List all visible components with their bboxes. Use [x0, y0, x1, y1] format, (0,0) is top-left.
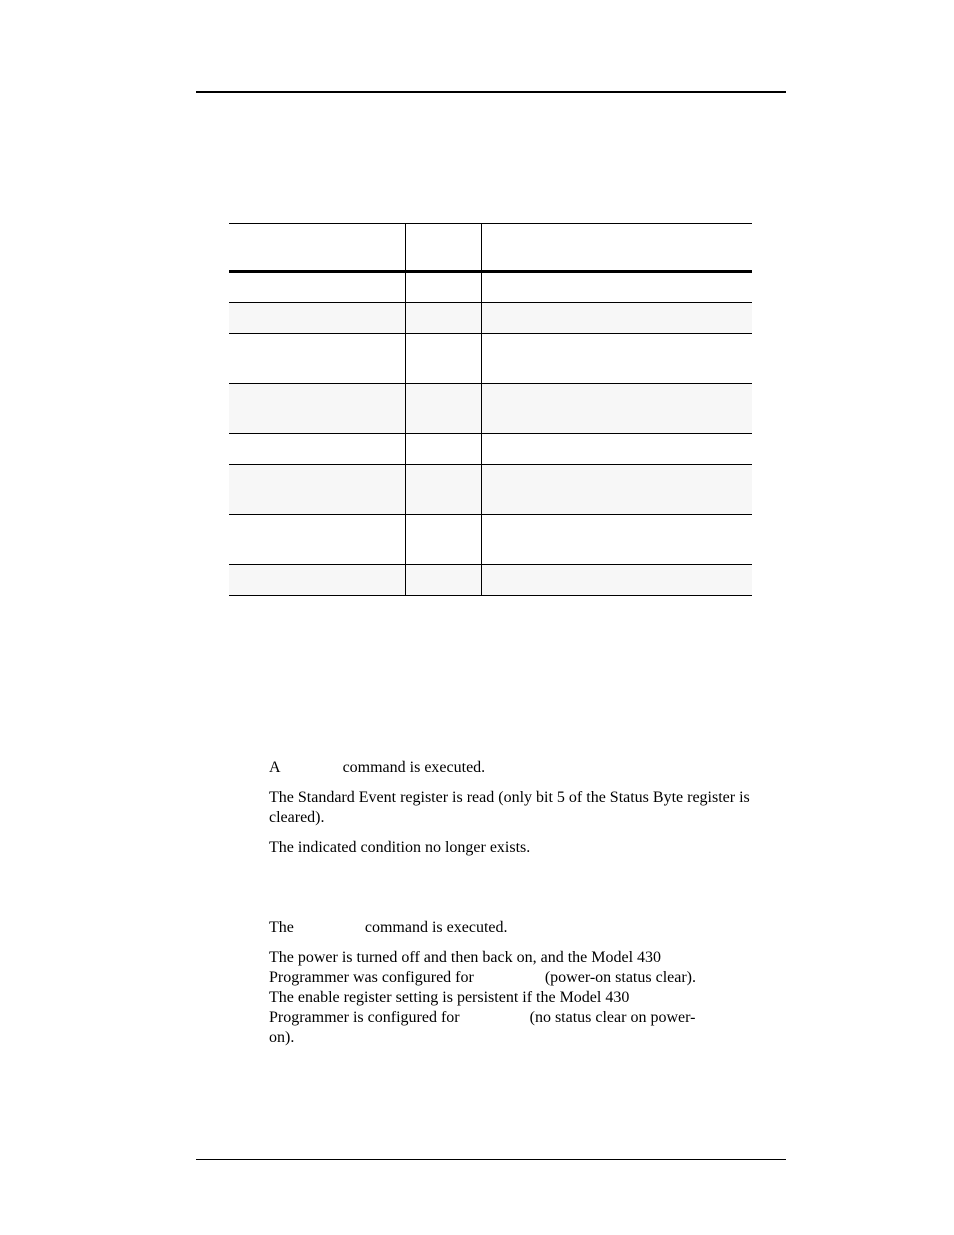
- table-header-row: [229, 224, 752, 272]
- enable-cleared-line-1: The power is turned off and then back on, and the Model 430: [269, 949, 662, 966]
- enable-cleared-line-3: The enable register setting is persistent if the Model 430: [269, 989, 630, 1006]
- table-row: [229, 384, 752, 434]
- standard-event-register-table: [229, 223, 752, 596]
- table-row: [229, 515, 752, 565]
- enable-cleared-line-2: Programmer was configured for (power-on status clear).: [269, 969, 696, 986]
- enable-cleared-item-1: The command is executed.: [269, 919, 508, 936]
- table-row: [229, 303, 752, 334]
- header-cell-bit-number: [405, 224, 481, 272]
- footer-rule: [196, 1159, 786, 1160]
- table-row: [229, 465, 752, 515]
- header-cell-description: [481, 224, 752, 272]
- header-cell-bit-name: [229, 224, 405, 272]
- table-row: [229, 272, 752, 303]
- table-row: [229, 434, 752, 465]
- events-cleared-item-3: The indicated condition no longer exists.: [269, 839, 531, 856]
- enable-cleared-item-2: [269, 948, 789, 1048]
- events-cleared-item-1: A command is executed.: [269, 759, 486, 776]
- register-table: [229, 223, 752, 596]
- events-cleared-item-2: The Standard Event register is read (only bit 5 of the Status Byte register is cleared).: [269, 789, 750, 826]
- table-row: [229, 565, 752, 596]
- enable-cleared-line-4: Programmer is configured for (no status clear on power-: [269, 1009, 696, 1026]
- enable-cleared-line-5: on).: [269, 1029, 295, 1046]
- header-rule: [196, 91, 786, 93]
- table-row: [229, 334, 752, 384]
